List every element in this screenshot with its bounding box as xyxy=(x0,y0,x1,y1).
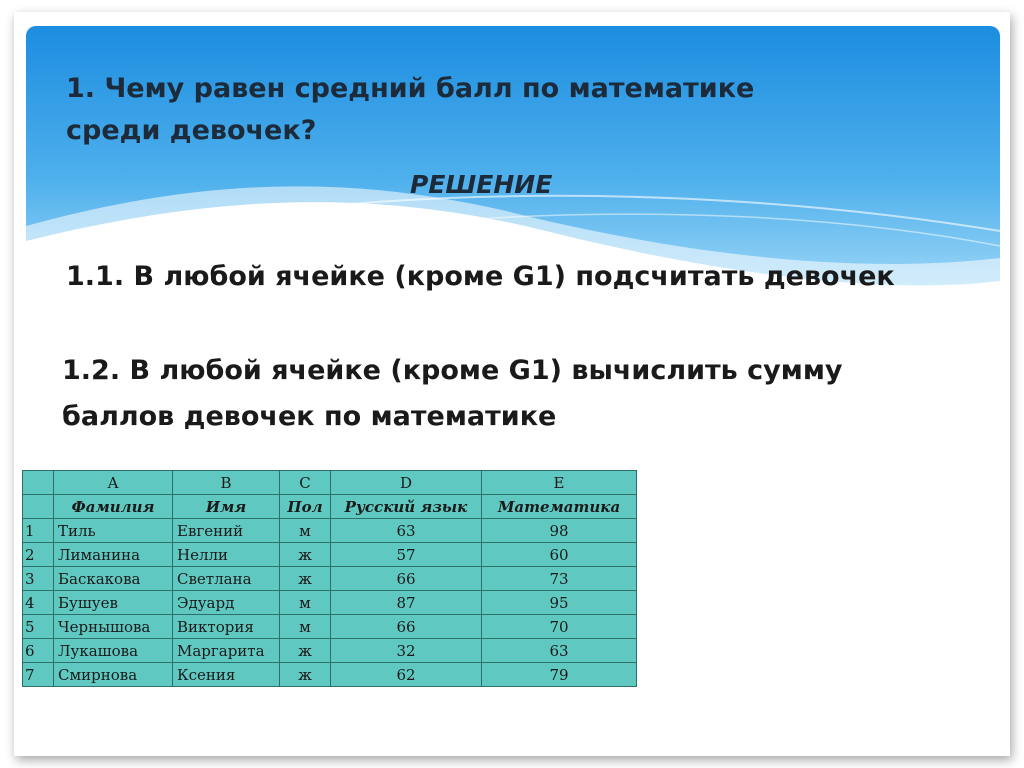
column-letter-e: E xyxy=(482,471,637,495)
table-row xyxy=(23,519,637,543)
cell-surname: Лиманина xyxy=(54,543,173,567)
cell-name: Евгений xyxy=(173,519,280,543)
corner-cell xyxy=(23,471,54,495)
cell-math: 60 xyxy=(482,543,637,567)
question-line-1: 1. Чему равен средний балл по математике xyxy=(66,73,755,104)
step-2 xyxy=(62,348,842,440)
cell-surname: Чернышова xyxy=(54,615,173,639)
header-surname: Фамилия xyxy=(54,495,173,519)
step-1-line-1: 1.1. В любой ячейке (кроме G1) подсчитать девочек xyxy=(66,261,895,292)
column-letter-row xyxy=(23,471,637,495)
cell-sex: м xyxy=(280,519,331,543)
cell-russian: 87 xyxy=(331,591,482,615)
cell-sex: ж xyxy=(280,639,331,663)
cell-name: Эдуард xyxy=(173,591,280,615)
table-row xyxy=(23,663,637,687)
table-row xyxy=(23,615,637,639)
cell-name: Виктория xyxy=(173,615,280,639)
table-row xyxy=(23,591,637,615)
question-line-2: среди девочек? xyxy=(66,115,317,146)
cell-name: Светлана xyxy=(173,567,280,591)
cell-math: 95 xyxy=(482,591,637,615)
header-name: Имя xyxy=(173,495,280,519)
step-2-line-2: баллов девочек по математике xyxy=(62,401,557,432)
spreadsheet-table xyxy=(22,470,637,687)
header-math: Математика xyxy=(482,495,637,519)
column-letter-b: B xyxy=(173,471,280,495)
step-1 xyxy=(66,254,895,300)
cell-surname: Бушуев xyxy=(54,591,173,615)
cell-russian: 66 xyxy=(331,615,482,639)
cell-russian: 62 xyxy=(331,663,482,687)
header-sex: Пол xyxy=(280,495,331,519)
cell-math: 63 xyxy=(482,639,637,663)
table-row xyxy=(23,639,637,663)
cell-math: 79 xyxy=(482,663,637,687)
solution-title: РЕШЕНИЕ xyxy=(410,170,553,199)
cell-sex: ж xyxy=(280,567,331,591)
row-number: 5 xyxy=(23,615,54,639)
cell-surname: Лукашова xyxy=(54,639,173,663)
table-row xyxy=(23,543,637,567)
cell-russian: 63 xyxy=(331,519,482,543)
row-number-cell xyxy=(23,495,54,519)
cell-name: Ксения xyxy=(173,663,280,687)
column-letter-a: A xyxy=(54,471,173,495)
header-russian: Русский язык xyxy=(331,495,482,519)
column-letter-d: D xyxy=(331,471,482,495)
row-number: 3 xyxy=(23,567,54,591)
row-number: 1 xyxy=(23,519,54,543)
cell-sex: м xyxy=(280,615,331,639)
cell-name: Маргарита xyxy=(173,639,280,663)
cell-math: 73 xyxy=(482,567,637,591)
field-header-row xyxy=(23,495,637,519)
row-number: 6 xyxy=(23,639,54,663)
cell-sex: ж xyxy=(280,663,331,687)
cell-sex: м xyxy=(280,591,331,615)
column-letter-c: C xyxy=(280,471,331,495)
cell-russian: 66 xyxy=(331,567,482,591)
table-row xyxy=(23,567,637,591)
cell-sex: ж xyxy=(280,543,331,567)
row-number: 7 xyxy=(23,663,54,687)
cell-russian: 32 xyxy=(331,639,482,663)
cell-math: 70 xyxy=(482,615,637,639)
slide xyxy=(14,12,1010,756)
question-text xyxy=(66,68,886,152)
cell-math: 98 xyxy=(482,519,637,543)
step-2-line-1: 1.2. В любой ячейке (кроме G1) вычислить сумму xyxy=(62,355,843,386)
cell-name: Нелли xyxy=(173,543,280,567)
cell-surname: Смирнова xyxy=(54,663,173,687)
cell-surname: Тиль xyxy=(54,519,173,543)
row-number: 2 xyxy=(23,543,54,567)
row-number: 4 xyxy=(23,591,54,615)
cell-russian: 57 xyxy=(331,543,482,567)
cell-surname: Баскакова xyxy=(54,567,173,591)
